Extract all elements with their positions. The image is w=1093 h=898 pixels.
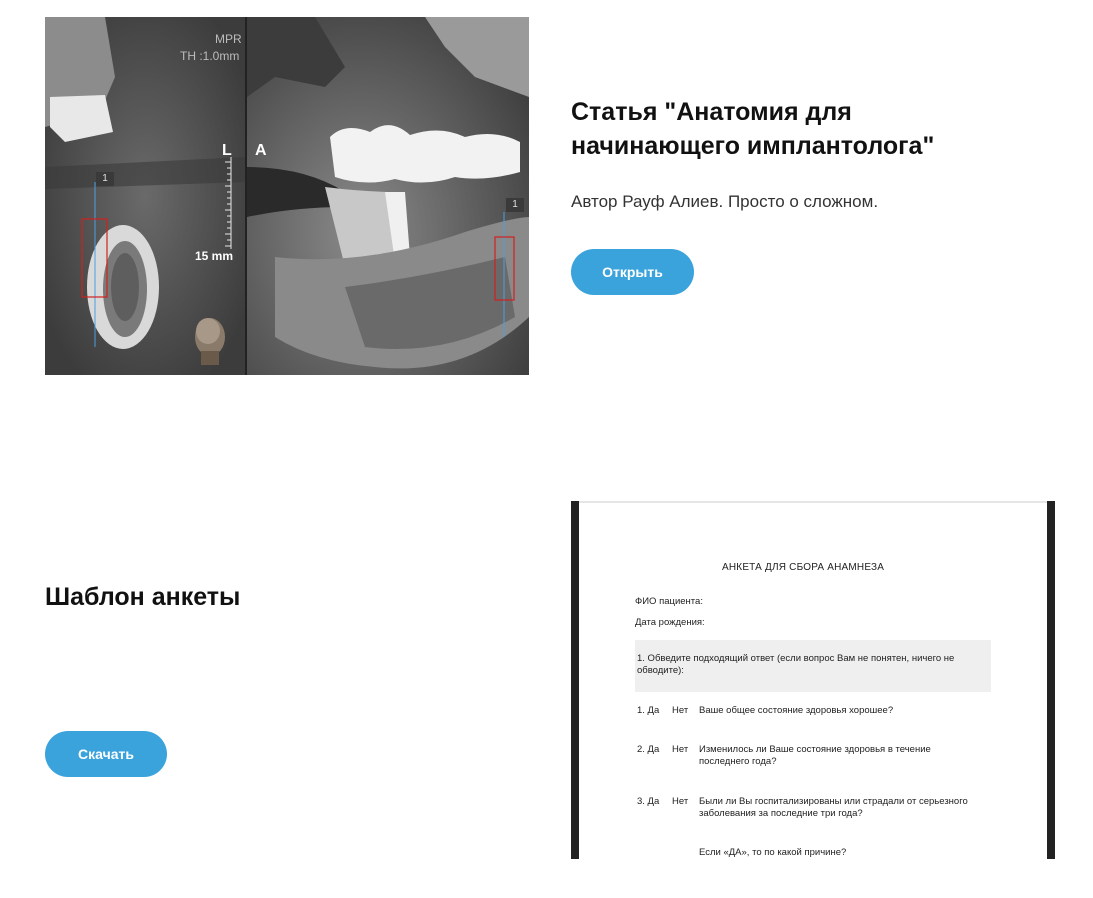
question-3-yes: 3. Да	[637, 796, 660, 807]
birth-date-label: Дата рождения:	[635, 617, 705, 628]
open-article-button[interactable]: Открыть	[571, 249, 694, 295]
article-subtitle: Автор Рауф Алиев. Просто о сложном.	[571, 192, 879, 211]
instruction-text: 1. Обведите подходящий ответ (если вопрос Вам не понятен, ничего не обводите):	[637, 653, 955, 676]
ct-marker-right: 1	[506, 198, 524, 212]
question-2-yes: 2. Да	[637, 744, 660, 755]
ct-marker-left: 1	[96, 172, 114, 186]
download-template-button[interactable]: Скачать	[45, 731, 167, 777]
question-2-no: Нет	[672, 744, 689, 755]
ct-orientation-anterior: A	[255, 142, 267, 159]
ct-mode-label: MPR	[215, 32, 242, 46]
question-3-no: Нет	[672, 796, 689, 807]
question-2-text: Изменилось ли Ваше состояние здоровья в течение последнего года?	[699, 744, 931, 767]
preview-top-edge	[579, 501, 1047, 503]
questionnaire-heading: АНКЕТА ДЛЯ СБОРА АНАМНЕЗА	[722, 562, 885, 573]
ct-scan-image	[45, 17, 529, 375]
question-3-text: Были ли Вы госпитализированы или страдали от серьезного заболевания за последние три года?	[699, 796, 968, 819]
preview-border-left	[571, 501, 579, 859]
template-title: Шаблон анкеты	[45, 583, 241, 611]
patient-name-label: ФИО пациента:	[635, 596, 703, 607]
question-1-yes: 1. Да	[637, 705, 660, 716]
followup-question: Если «ДА», то по какой причине?	[699, 847, 847, 858]
ct-orientation-left: L	[222, 142, 232, 159]
article-title: Статья "Анатомия для начинающего имплантолога"	[571, 98, 935, 160]
questionnaire-preview	[571, 501, 1055, 859]
ct-scan-graphic	[45, 17, 529, 375]
ct-scale-label: 15 mm	[195, 249, 234, 263]
question-1-no: Нет	[672, 705, 689, 716]
ct-thickness-label: TH :1.0mm	[180, 49, 240, 63]
preview-border-right	[1047, 501, 1055, 859]
question-1-text: Ваше общее состояние здоровья хорошее?	[699, 705, 894, 716]
